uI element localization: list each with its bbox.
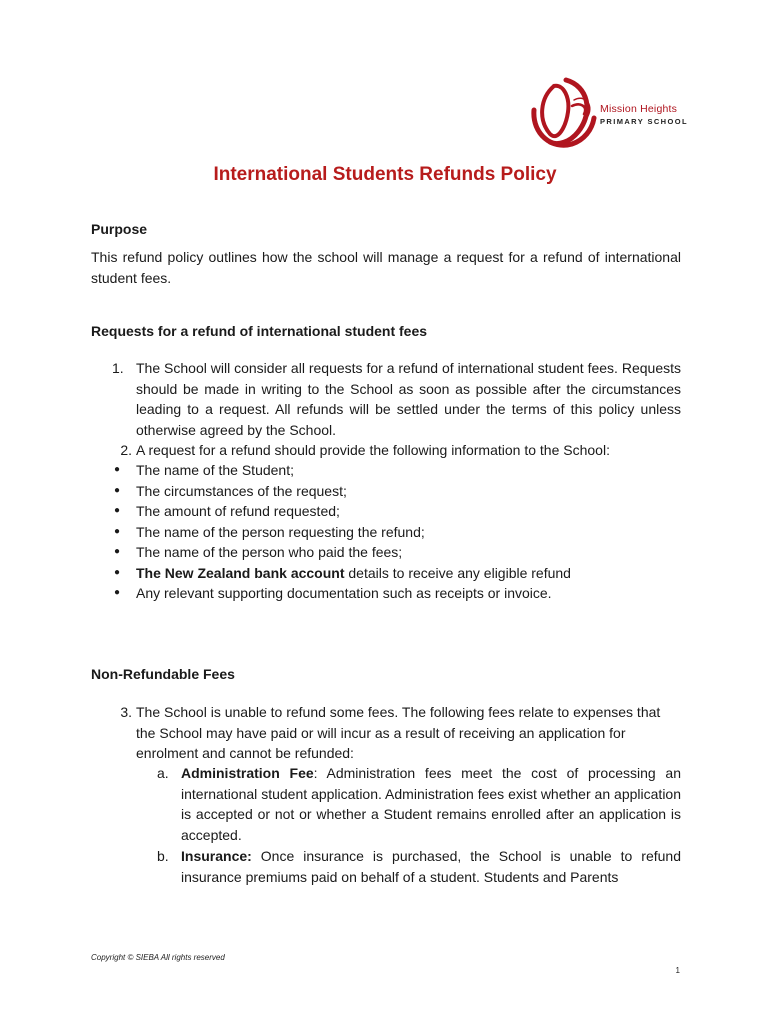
sub-item-bold: Administration Fee xyxy=(181,765,314,781)
list-item-text: The School is unable to refund some fees. The following fees relate to expenses that the School may have paid or will incur as a result of receiving an application for enrolment and cannot be refunded: xyxy=(136,704,661,761)
bullet-text: The name of the person who paid the fees; xyxy=(136,544,403,560)
sub-item-text: Once insurance is purchased, the School is unable to refund insurance premiums paid on behalf of a student. Students and Parents xyxy=(181,848,681,885)
school-logo xyxy=(528,76,688,156)
list-item xyxy=(112,358,681,440)
sub-list-marker: b. xyxy=(157,848,169,864)
bullet-icon: ● xyxy=(114,526,121,537)
bullet-item xyxy=(114,460,681,481)
list-item xyxy=(120,702,681,764)
triquetra-knot-icon xyxy=(528,76,600,156)
bullet-icon: ● xyxy=(114,464,121,475)
bullet-item xyxy=(114,563,681,584)
list-item-text: The School will consider all requests for a refund of international student fees. Requests should be made in writing to the School as soon as possible after the circumstances leading to a request. All refunds will be settled under the terms of this policy unless otherwise agreed by the School. xyxy=(136,360,681,438)
sub-list-item xyxy=(157,763,681,845)
list-number: 1. xyxy=(112,360,124,376)
bullet-item xyxy=(114,583,681,604)
bullet-text: The amount of refund requested; xyxy=(136,503,340,519)
purpose-text: This refund policy outlines how the school will manage a request for a refund of international student fees. xyxy=(91,249,681,286)
list-item xyxy=(120,440,681,461)
bullet-text: The name of the person requesting the refund; xyxy=(136,524,425,540)
page-title: International Students Refunds Policy xyxy=(213,164,557,185)
bullet-item xyxy=(114,501,681,522)
sub-item-text: : Administration fees meet the cost of processing an international student application. Administration fees exist whether an application is accepted or not or whether a Student remains enrolled after an application is accepted. xyxy=(181,765,681,843)
bullet-text: details to receive any eligible refund xyxy=(344,565,571,581)
page-number: 1 xyxy=(675,966,680,975)
bullet-bold-text: The New Zealand bank account xyxy=(136,565,345,581)
purpose-heading: Purpose xyxy=(91,221,148,237)
logo-school-name: Mission Heights xyxy=(600,103,678,115)
bullet-item xyxy=(114,542,681,563)
bullet-item xyxy=(114,522,681,543)
list-item-text: A request for a refund should provide the following information to the School: xyxy=(136,442,610,458)
copyright-footer: Copyright © SIEBA All rights reserved xyxy=(91,953,225,962)
requests-heading: Requests for a refund of international student fees xyxy=(91,323,428,339)
bullet-text: The name of the Student; xyxy=(136,462,294,478)
bullet-icon: ● xyxy=(114,567,121,578)
list-number: 3. xyxy=(120,704,132,720)
bullet-icon: ● xyxy=(114,587,121,598)
logo-school-type: PRIMARY SCHOOL xyxy=(600,117,688,126)
bullet-text: The circumstances of the request; xyxy=(136,483,347,499)
bullet-text: Any relevant supporting documentation such as receipts or invoice. xyxy=(136,585,552,601)
list-number: 2. xyxy=(120,442,132,458)
sub-list-marker: a. xyxy=(157,765,169,781)
sub-item-bold: Insurance: xyxy=(181,848,252,864)
sub-list-item xyxy=(157,846,681,887)
bullet-icon: ● xyxy=(114,546,121,557)
bullet-icon: ● xyxy=(114,505,121,516)
bullet-icon: ● xyxy=(114,485,121,496)
bullet-item xyxy=(114,481,681,502)
non-refundable-heading: Non-Refundable Fees xyxy=(91,666,235,682)
